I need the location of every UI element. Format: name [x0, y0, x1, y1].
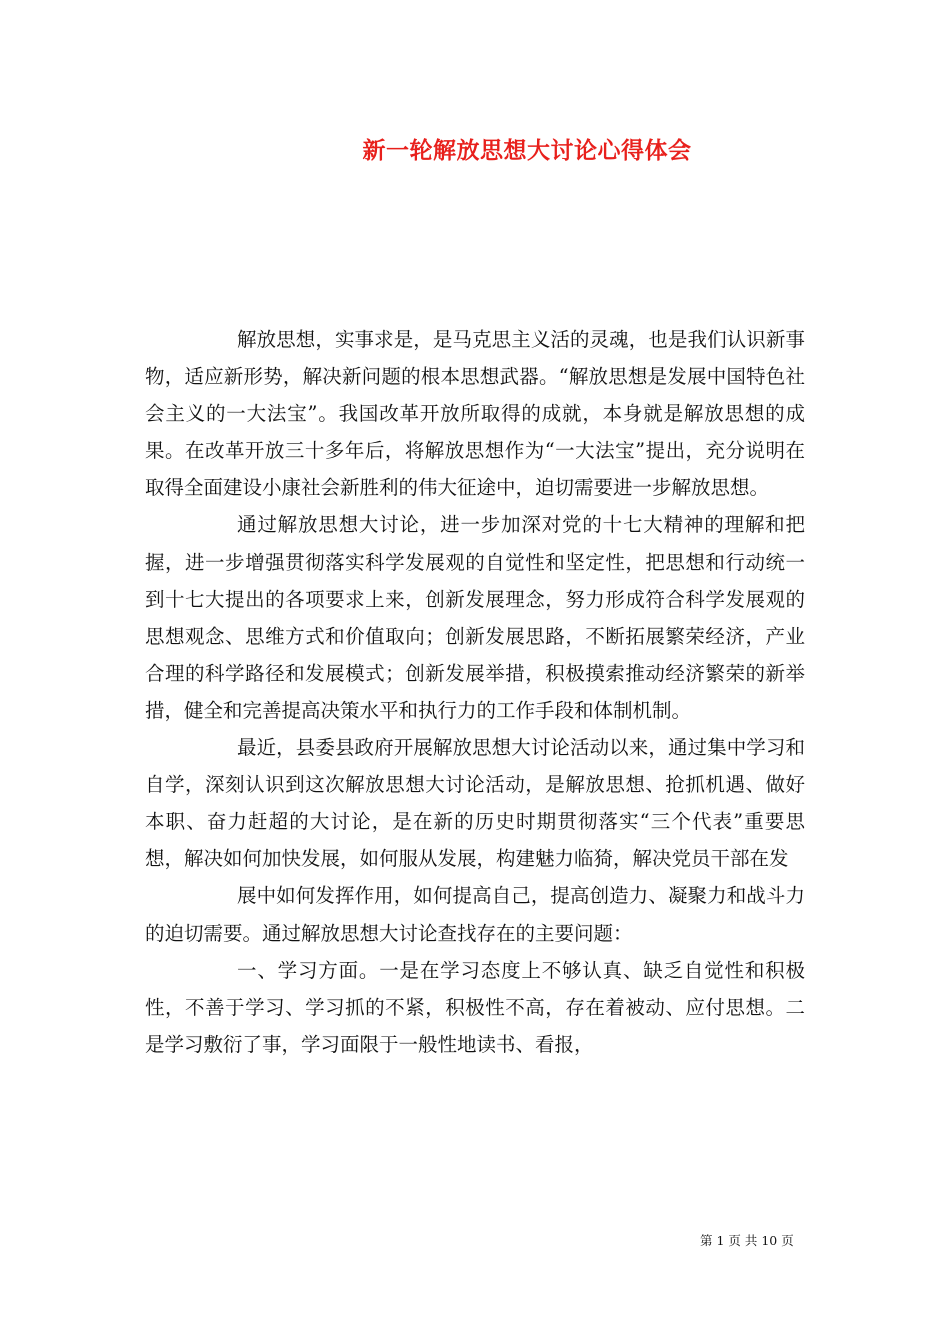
paragraph-4: 展中如何发挥作用，如何提高自己，提高创造力、凝聚力和战斗力的迫切需要。通过解放思想大讨论查找存在的主要问题：	[145, 884, 805, 945]
page-number-footer: 第 1 页 共 10 页	[700, 1233, 794, 1248]
paragraph-1: 解放思想，实事求是，是马克思主义活的灵魂，也是我们认识新事物，适应新形势，解决新问题的根本思想武器。“解放思想是发展中国特色社会主义的一大法宝”。我国改革开放所取得的成就，本身就是解放思想的成果。在改革开放三十多年后，将解放思想作为“一大法宝”提出，充分说明在取得全面建设小康社会新胜利的伟大征途中，迫切需要进一步解放思想。	[145, 328, 805, 500]
paragraph-5: 一、学习方面。一是在学习态度上不够认真、缺乏自觉性和积极性，不善于学习、学习抓的不紧，积极性不高，存在着被动、应付思想。二是学习敷衍了事，学习面限于一般性地读书、看报，	[145, 958, 805, 1056]
document-title: 新一轮解放思想大讨论心得体会	[362, 137, 692, 164]
document-body	[145, 321, 805, 1063]
paragraph-3: 最近，县委县政府开展解放思想大讨论活动以来，通过集中学习和自学，深刻认识到这次解放思想大讨论活动，是解放思想、抢抓机遇、做好本职、奋力赶超的大讨论，是在新的历史时期贯彻落实“三个代表”重要思想，解决如何加快发展，如何服从发展，构建魅力临猗，解决党员干部在发	[145, 736, 805, 871]
paragraph-2: 通过解放思想大讨论，进一步加深对党的十七大精神的理解和把握，进一步增强贯彻落实科学发展观的自觉性和坚定性，把思想和行动统一到十七大提出的各项要求上来，创新发展理念，努力形成符合科学发展观的思想观念、思维方式和价值取向；创新发展思路，不断拓展繁荣经济，产业合理的科学路径和发展模式；创新发展举措，积极摸索推动经济繁荣的新举措，健全和完善提高决策水平和执行力的工作手段和体制机制。	[145, 513, 805, 722]
